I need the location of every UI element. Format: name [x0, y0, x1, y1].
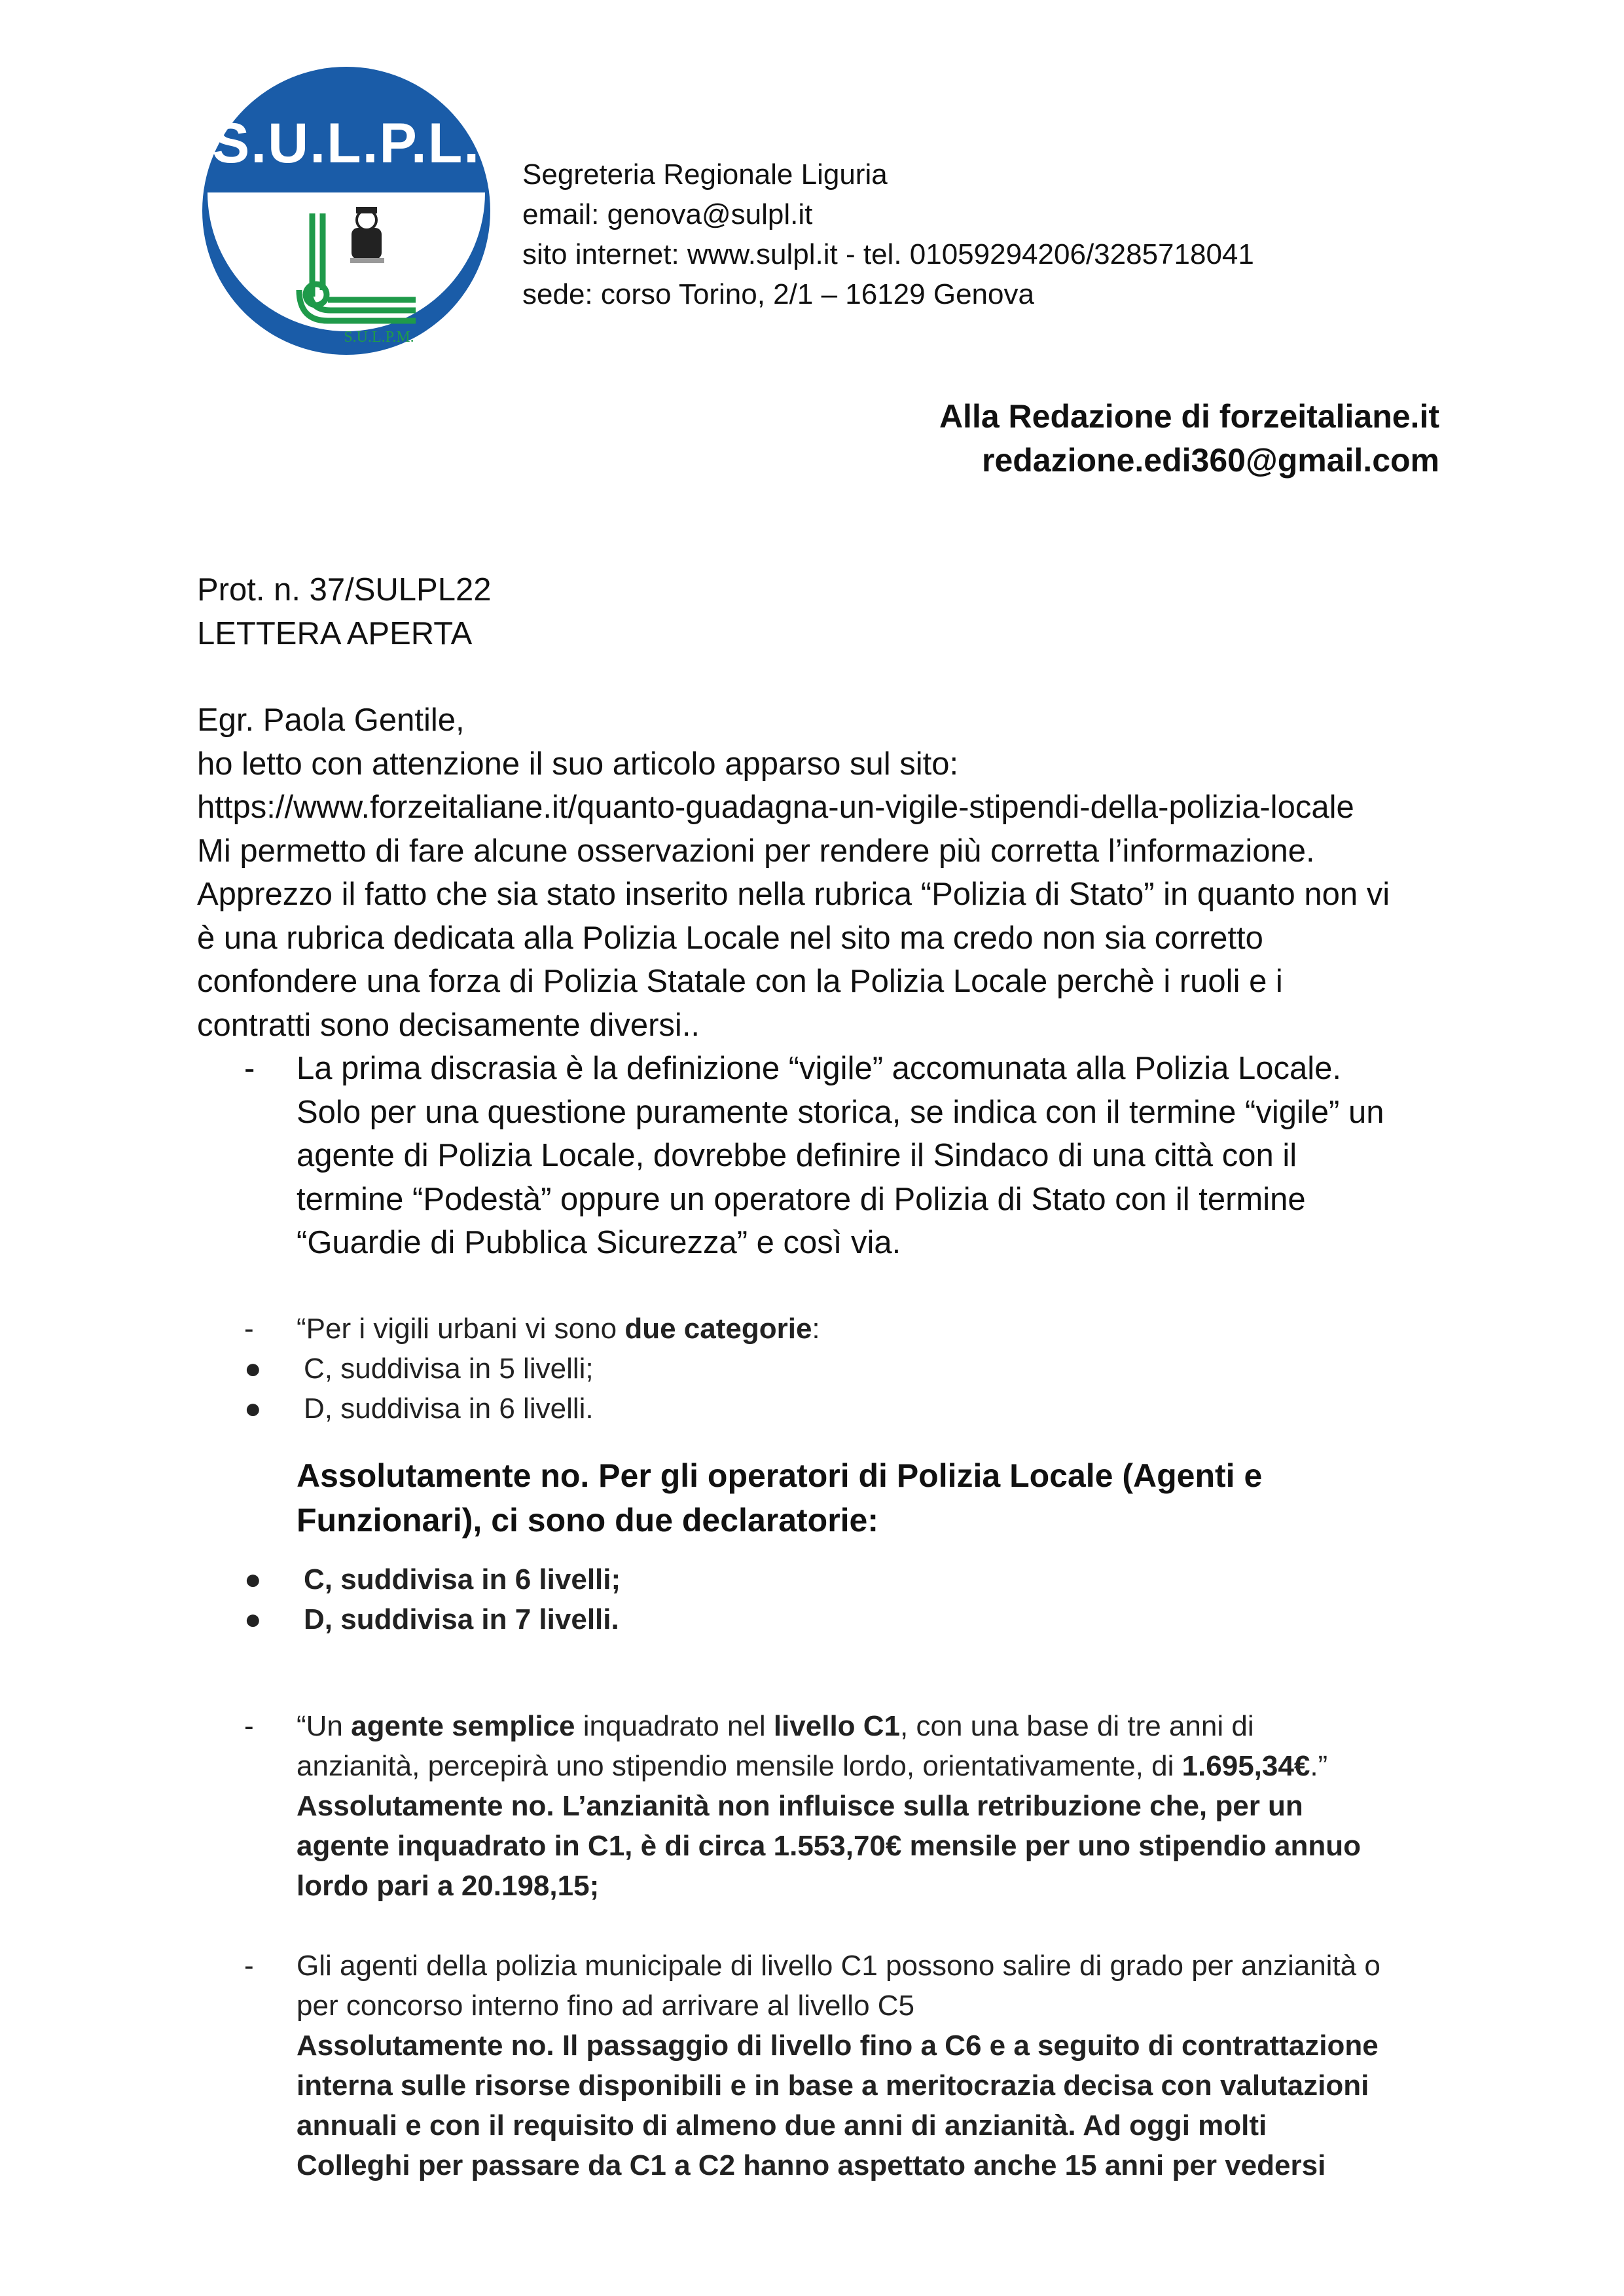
answer-line: Assolutamente no. Per gli operatori di Polizia Locale (Agenti e [297, 1457, 1263, 1494]
paragraph-line: Apprezzo il fatto che sia stato inserito nella rubrica “Polizia di Stato” in quanto non vi [197, 877, 1390, 912]
recipient-name: Alla Redazione di forzeitaliane.it [939, 398, 1439, 435]
dash-marker: - [244, 1949, 254, 1982]
bullet-item [197, 1599, 1460, 1639]
quote-bold-text: agente semplice [351, 1709, 575, 1742]
sender-header [522, 155, 1254, 314]
bullet-item [197, 1349, 1460, 1389]
paragraph: ho letto con attenzione il suo articolo apparso sul sito: [197, 746, 959, 782]
sender-email: email: genova@sulpl.it [522, 198, 813, 230]
quote-bold-text: livello C1 [773, 1709, 901, 1742]
dash-marker: - [244, 1312, 254, 1345]
letter-body [197, 568, 1460, 2185]
answer-block [197, 1453, 1460, 1542]
item-line [297, 1706, 1460, 1746]
dash-marker: - [244, 1051, 255, 1086]
logo-subtitle: S.U.L.P.M. [344, 329, 414, 346]
bullet-item [197, 1559, 1460, 1599]
bullet-marker: ● [244, 1603, 262, 1635]
bullet-text: D, suddivisa in 6 livelli. [304, 1392, 594, 1425]
sender-address: sede: corso Torino, 2/1 – 16129 Genova [522, 278, 1034, 310]
item-line [297, 1746, 1460, 1786]
sender-name: Segreteria Regionale Liguria [522, 158, 888, 191]
quote-text: .” [1310, 1749, 1328, 1782]
bullet-text: C, suddivisa in 5 livelli; [304, 1352, 594, 1385]
paragraph-line: confondere una forza di Polizia Statale con la Polizia Locale perchè i ruoli e i [197, 964, 1283, 999]
answer-line: agente inquadrato in C1, è di circa 1.553,70€ mensile per uno stipendio annuo [297, 1829, 1361, 1862]
answer-line: lordo pari a 20.198,15; [297, 1869, 600, 1902]
recipient-email: redazione.edi360@gmail.com [982, 442, 1439, 479]
list-item [197, 1946, 1460, 2185]
list-item [197, 1309, 1460, 1349]
recipient-block [939, 395, 1439, 483]
bullet-text: C, suddivisa in 6 livelli; [304, 1563, 621, 1595]
quote-bold-text: 1.695,34€ [1182, 1749, 1310, 1782]
answer-line: Funzionari), ci sono due declaratorie: [297, 1501, 879, 1539]
paragraph-line: contratti sono decisamente diversi.. [197, 1007, 700, 1043]
answer-line: annuali e con il requisito di almeno due anni di anzianità. Ad oggi molti [297, 2109, 1267, 2141]
letter-type: LETTERA APERTA [197, 615, 473, 651]
paragraph-line: è una rubrica dedicata alla Polizia Locale nel sito ma credo non sia corretto [197, 920, 1263, 956]
sulpl-logo-icon [200, 64, 493, 357]
quote-text: inquadrato nel [575, 1709, 774, 1742]
salutation: Egr. Paola Gentile, [197, 702, 465, 738]
item-line: termine “Podestà” oppure un operatore di Polizia di Stato con il termine [297, 1181, 1306, 1217]
bullet-item [197, 1389, 1460, 1429]
bullet-text: D, suddivisa in 7 livelli. [304, 1603, 619, 1635]
quote-text: “Per i vigili urbani vi sono [297, 1312, 625, 1345]
bullet-marker: ● [244, 1352, 262, 1385]
list-item [197, 1706, 1460, 1906]
quote-text: “Un [297, 1709, 352, 1742]
bullet-marker: ● [244, 1563, 262, 1595]
item-line: Solo per una questione puramente storica, se indica con il termine “vigile” un [297, 1094, 1384, 1130]
item-line: per concorso interno fino ad arrivare al livello C5 [297, 1989, 915, 2022]
sender-website-phone: sito internet: www.sulpl.it - tel. 01059294206/3285718041 [522, 238, 1254, 270]
item-line: “Guardie di Pubblica Sicurezza” e così via. [297, 1225, 901, 1260]
quote-text: , con una base di tre anni di [900, 1709, 1254, 1742]
bullet-marker: ● [244, 1392, 262, 1425]
paragraph: Mi permetto di fare alcune osservazioni per rendere più corretta l’informazione. [197, 833, 1315, 869]
quote-text: anzianità, percepirà uno stipendio mensile lordo, orientativamente, di [297, 1749, 1182, 1782]
list-item [197, 1047, 1460, 1265]
quote-text: : [812, 1312, 820, 1345]
dash-marker: - [244, 1709, 254, 1742]
answer-line: Assolutamente no. Il passaggio di livello fino a C6 e a seguito di contrattazione [297, 2029, 1379, 2062]
item-line: agente di Polizia Locale, dovrebbe definire il Sindaco di una città con il [297, 1138, 1297, 1173]
answer-line: Assolutamente no. L’anzianità non influisce sulla retribuzione che, per un [297, 1789, 1303, 1822]
logo-title: S.U.L.P.L. [211, 112, 481, 175]
item-line: La prima discrasia è la definizione “vigile” accomunata alla Polizia Locale. [297, 1051, 1342, 1086]
item-line: Gli agenti della polizia municipale di livello C1 possono salire di grado per anzianità o [297, 1949, 1380, 1982]
protocol-number: Prot. n. 37/SULPL22 [197, 572, 492, 608]
article-url: https://www.forzeitaliane.it/quanto-guadagna-un-vigile-stipendi-della-polizia-locale [197, 790, 1354, 825]
answer-line: interna sulle risorse disponibili e in base a meritocrazia decisa con valutazioni [297, 2069, 1369, 2102]
answer-line: Colleghi per passare da C1 a C2 hanno aspettato anche 15 anni per vedersi [297, 2149, 1326, 2181]
quote-bold-text: due categorie [624, 1312, 812, 1345]
